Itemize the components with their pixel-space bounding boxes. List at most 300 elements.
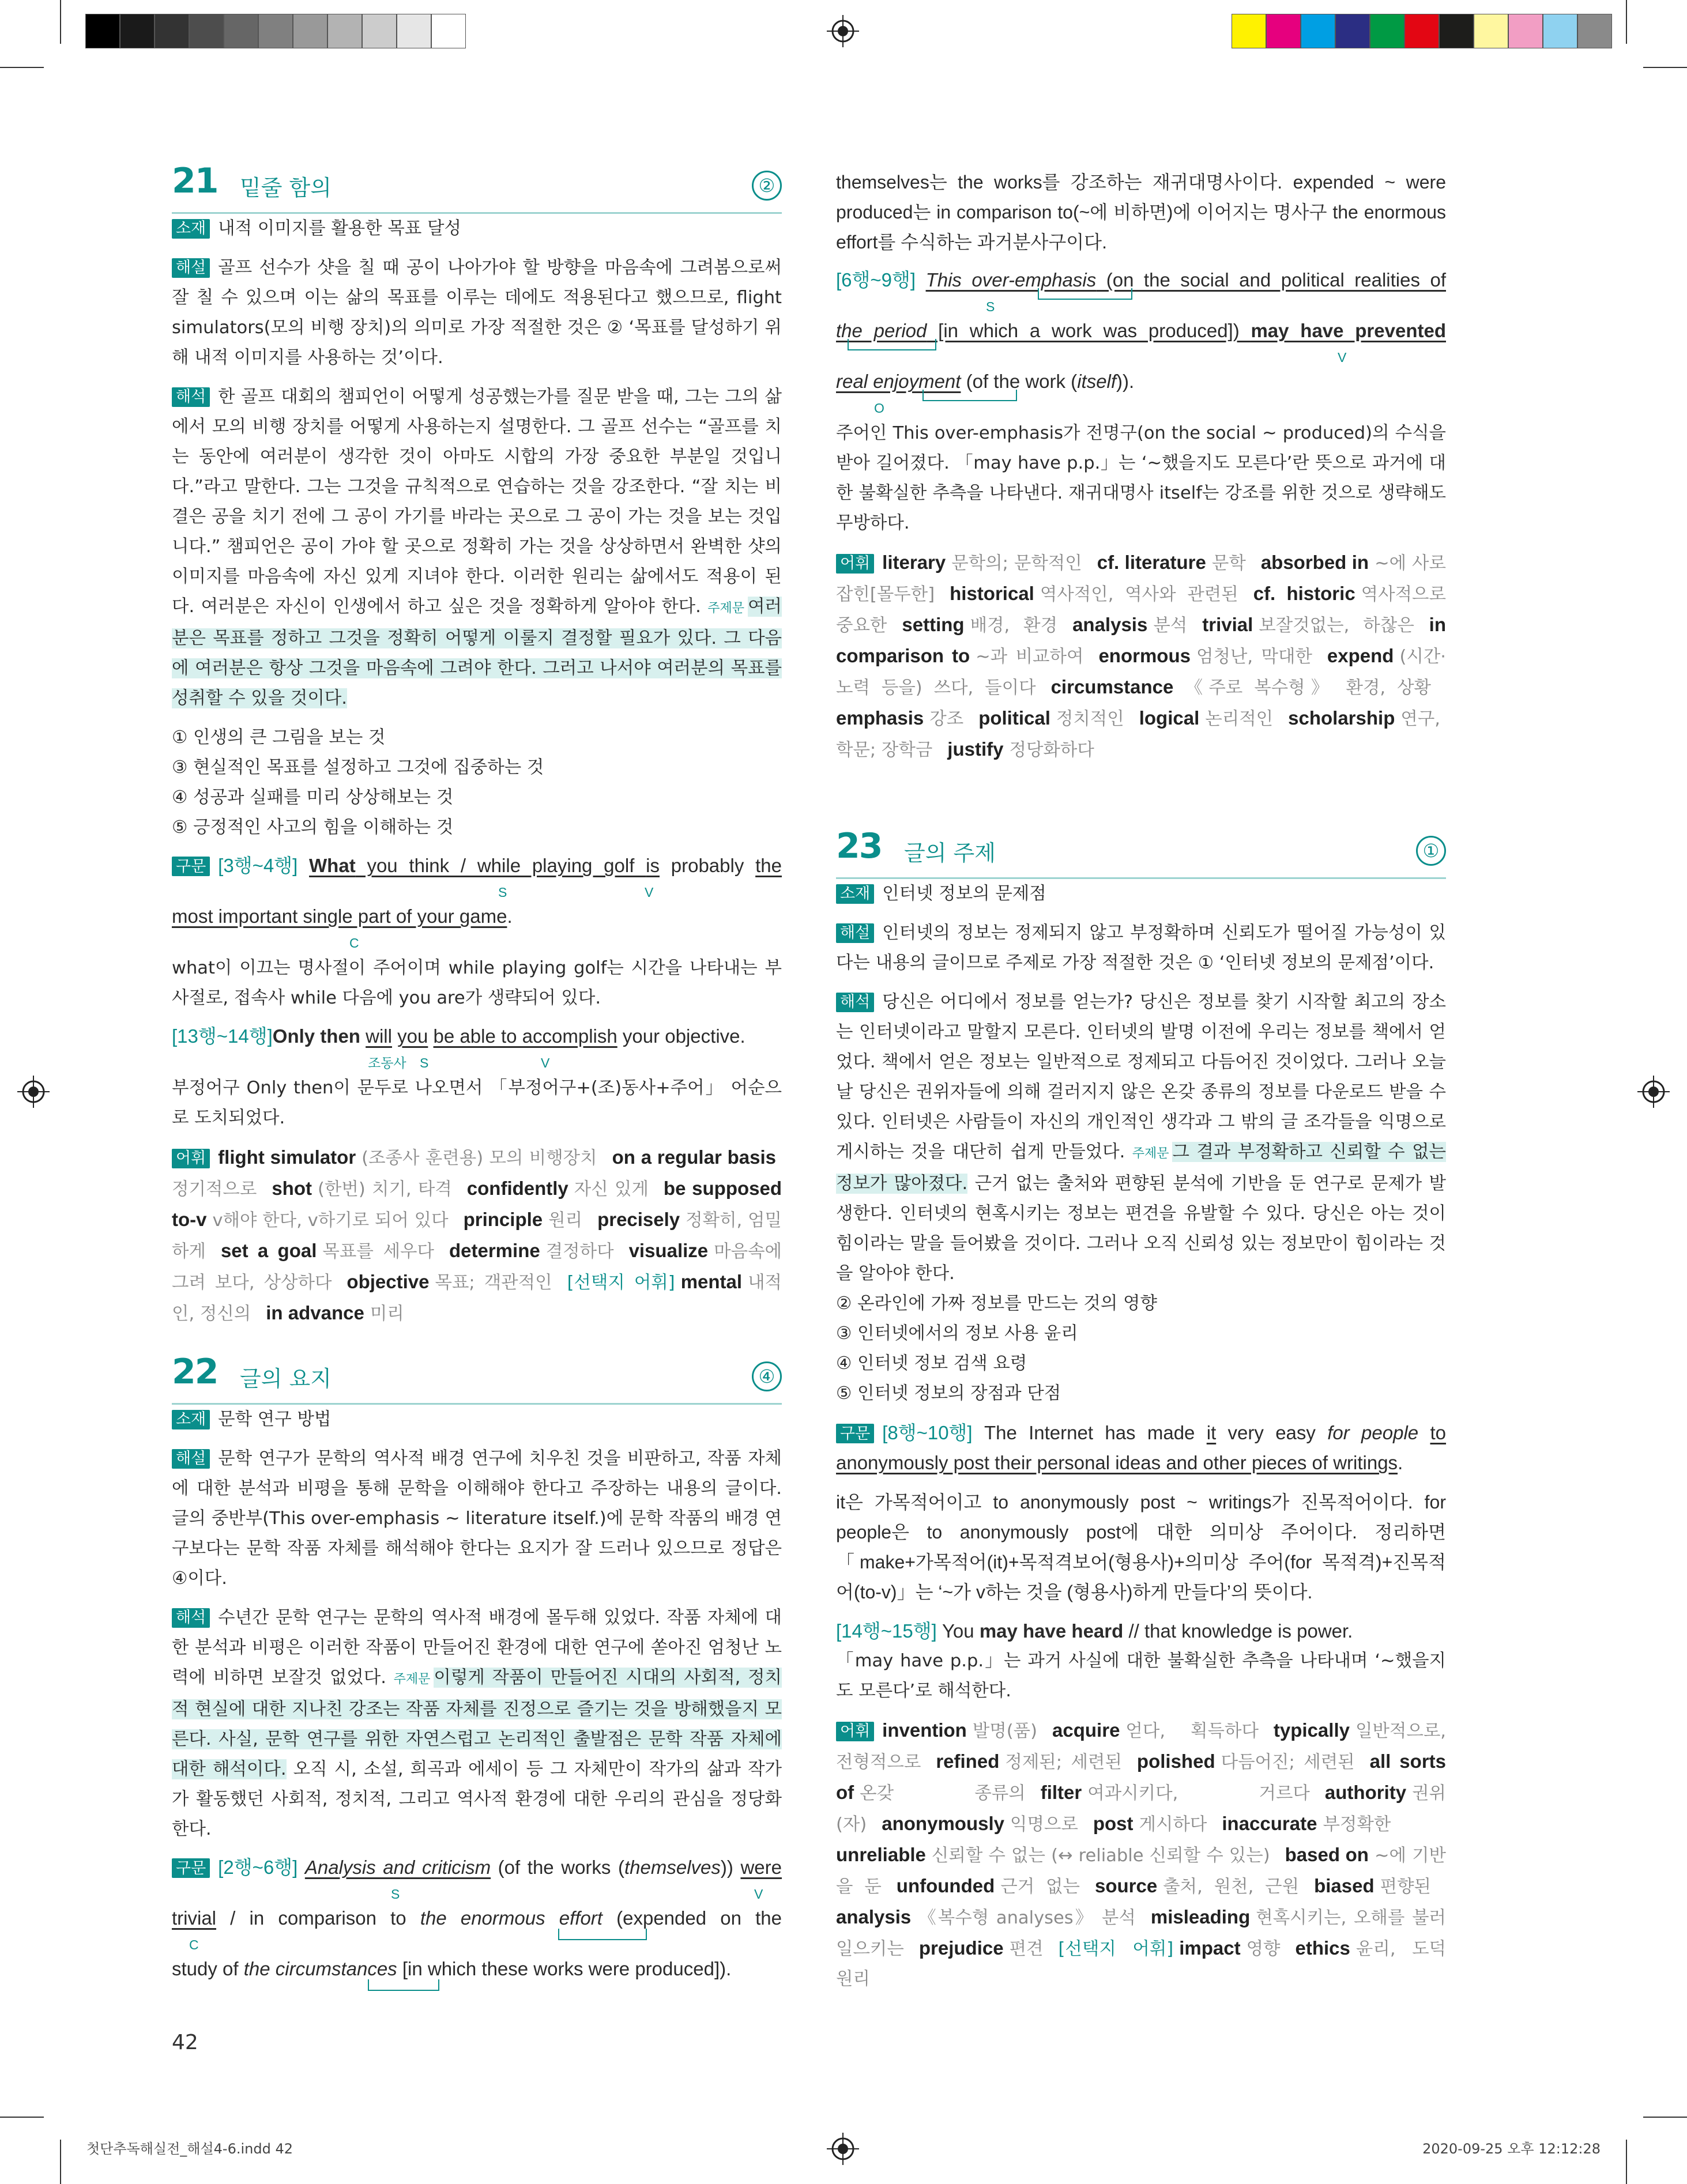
grammar-marks xyxy=(836,294,1446,317)
vocab-word: historical xyxy=(950,583,1034,604)
vocab-meaning: 목표; 객관적인 xyxy=(435,1273,552,1293)
grammar-note xyxy=(172,1854,782,2006)
option-item: ② 온라인에 가짜 정보를 만드는 것의 영향 xyxy=(836,1293,1157,1314)
vocab-word: in comparison to xyxy=(836,614,1446,666)
vocab-word: objective xyxy=(347,1271,430,1292)
line-ref: [14행~15행] xyxy=(836,1620,937,1642)
vocab-meaning: ~과 비교하여 xyxy=(976,647,1084,667)
section-22 xyxy=(172,1352,782,2006)
section-23 xyxy=(836,826,1447,2004)
modifier-bracket xyxy=(558,1929,647,1940)
vocab-word: scholarship xyxy=(1288,707,1395,729)
vocab-item xyxy=(1314,1877,1446,1897)
grammar-marks xyxy=(172,930,782,953)
modifier-bracket xyxy=(922,390,1017,401)
vocab-meaning: 편향된 xyxy=(1380,1877,1432,1897)
mark-c: C xyxy=(189,1937,199,1952)
translation-tag: 해석 xyxy=(172,387,210,407)
topic-sentence-mark: 주제문 xyxy=(1132,1146,1169,1161)
line-ref: [8행~10행] xyxy=(882,1422,973,1443)
sense-subject: for people xyxy=(1327,1422,1419,1443)
question-number: 23 xyxy=(836,826,882,866)
vocab-meaning: 익명으로 xyxy=(1010,1815,1078,1835)
topic-row xyxy=(172,214,782,244)
vocab-meaning: 배경, 환경 xyxy=(970,616,1058,636)
vocab-word: visualize xyxy=(628,1240,709,1261)
vocab-meaning: 게시하다 xyxy=(1139,1815,1207,1835)
grammar-text: very easy xyxy=(1216,1422,1328,1443)
explanation-text: 골프 선수가 샷을 칠 때 공이 나아가야 할 방향을 마음속에 그려봄으로써 잘 칠 수 있으며 이는 삶의 목표를 이루는 데에도 적용된다고 했으므로, flight simulators(모의 비행 장치)의 의미로 가장 적절한 것은 ② ‘목표를 달성하기 위해 내적 이미지를 사용하는 것’이다. xyxy=(172,258,782,368)
mark-s: S xyxy=(391,1887,400,1902)
vocab-item xyxy=(1052,1721,1274,1741)
subject-rest: you think / while playing golf xyxy=(355,855,646,876)
vocab-meaning: 목표를 세우다 xyxy=(322,1242,434,1262)
vocab-word: expend xyxy=(1327,645,1394,666)
grammar-text: [in which these works were produced]). xyxy=(397,1958,732,1979)
grammar-text: (of the works ( xyxy=(491,1857,624,1878)
mark-v: V xyxy=(754,1887,763,1902)
vocab-word: refined xyxy=(936,1751,1000,1772)
grammar-text: (on the social and political realities of xyxy=(1096,269,1446,291)
option-item: ④ 인터넷 정보 검색 요령 xyxy=(836,1353,1027,1374)
translation xyxy=(836,987,1446,1289)
vocab-word: typically xyxy=(1273,1719,1350,1741)
aux-word: will xyxy=(366,1025,392,1047)
real-object: to anonymously post their personal ideas and other pieces of writings xyxy=(836,1422,1447,1473)
vocab-word: logical xyxy=(1139,707,1200,729)
dummy-object: it xyxy=(1206,1422,1217,1443)
vocab-word: authority xyxy=(1324,1782,1407,1803)
vocab-meaning: 윤리, 도덕 원리 xyxy=(836,1939,1446,1989)
vocab-word: impact xyxy=(1179,1937,1241,1959)
vocab-item xyxy=(882,1721,1052,1741)
vocab-word: unfounded xyxy=(896,1875,995,1896)
vocab-word: on a regular basis xyxy=(612,1146,776,1168)
vocab-meaning: 현혹시키는, 오해를 불러일으키는 xyxy=(836,1908,1446,1959)
vocab-item xyxy=(1137,1752,1370,1772)
translation-text: 한 골프 대회의 챔피언이 어떻게 성공했는가를 질문 받을 때, 그는 그의 삶에서 모의 비행 장치를 어떻게 사용하는지 설명한다. 그 골프 선수는 “골프를 치는 동안에 여러분이 생각한 것이 아마도 시합의 가장 중요한 부분일 것입니다.”라고 말한다. 그는 그것을 규칙적으로 연습하는 것을 강조한다. “잘 치는 비결은 공을 치기 전에 그 공이 가기를 바라는 곳으로 그 공이 가는 것을 보는 것입니다.” 챔피언은 공이 가야 할 곳으로 정확히 가는 것을 상상하면서 완벽한 샷의 이미지를 마음속에 자신 있게 지녀야 한다. 이러한 원리는 삶에서도 적용이 된다. 여러분은 자신이 인생에서 하고 싶은 것을 정확하게 알아야 한다. xyxy=(172,387,782,617)
explanation xyxy=(836,918,1446,978)
explanation xyxy=(172,253,782,373)
reflexive-pronoun: itself xyxy=(1077,371,1117,392)
vocab-word: unreliable xyxy=(836,1844,926,1865)
grammar-note: 구문 [8행~10행] The Internet has made it very easy for people to anonymously post their personal ideas and other pieces of writings. it은 가목적어이고 to anonymously post ~ writings가 진목적어이다. for people은 to anonymously post에 대한 의미상 주어이다. 정리하면 「make+가목적어(it)+목적격보어(형용사)+의미상 주어(for 목적격)+진목적어(to-v)」는 ‘~가 v하는 것을 (형용사)하게 만들다’의 뜻이다. xyxy=(836,1418,1446,1607)
vocab-item xyxy=(1139,709,1288,729)
vocab-tag: 어휘 xyxy=(836,1722,874,1741)
vocab-meaning: ~에 사로잡힌[몰두한] xyxy=(836,553,1446,605)
vocab-meaning: ~에 기반을 둔 xyxy=(836,1846,1447,1897)
topic-text: 문학 연구 방법 xyxy=(218,1409,332,1429)
mark-v: V xyxy=(645,885,654,900)
vocab-meaning: 분석 xyxy=(1153,616,1188,636)
vocab-meaning: 문학의; 문학적인 xyxy=(951,553,1082,574)
vocab-meaning: 보잘것없는, 하찮은 xyxy=(1259,616,1414,636)
vocab-item xyxy=(836,1846,1285,1866)
vocab-word: circumstance xyxy=(1050,676,1174,697)
vocab-meaning: 영향 xyxy=(1246,1939,1281,1959)
subject-word: you xyxy=(397,1025,428,1047)
vocab-meaning: 《주로 복수형》 환경, 상황 xyxy=(1179,678,1431,698)
reflexive-pronoun: themselves xyxy=(624,1857,721,1878)
modified-noun: the enormous effort xyxy=(420,1907,602,1929)
vocab-item xyxy=(950,584,1253,605)
vocab-meaning: 마음속에 그려 보다, 상상하다 xyxy=(172,1242,782,1293)
question-type: 밑줄 함의 xyxy=(240,175,332,201)
vocab-item xyxy=(1095,1877,1314,1897)
grammar-note xyxy=(172,852,782,1013)
vocab-item xyxy=(836,709,978,729)
vocab-meaning: 내적인, 정신의 xyxy=(172,1273,782,1324)
right-column xyxy=(836,167,1447,1989)
vocab-word: set a goal xyxy=(220,1240,317,1261)
option-item: ⑤ 인터넷 정보의 장점과 단점 xyxy=(836,1383,1061,1404)
vocab-item xyxy=(897,1877,1095,1897)
vocab-meaning: 권위(자) xyxy=(836,1783,1447,1835)
vocab-meaning: 정확히, 엄밀하게 xyxy=(172,1210,782,1262)
section-header xyxy=(172,161,782,214)
vocab-meaning: 엄청난, 막대한 xyxy=(1196,647,1312,667)
translation xyxy=(172,1603,782,1844)
grammar-marks xyxy=(172,1932,782,1955)
section-header xyxy=(172,1352,782,1405)
explanation xyxy=(172,1444,782,1594)
line-ref: [6행~9행] xyxy=(836,269,916,291)
grammar-text: (expended on the xyxy=(602,1907,782,1929)
explanation-tag: 해설 xyxy=(172,258,210,278)
question-number: 21 xyxy=(172,161,218,201)
translation-text: 오직 시, 소설, 희곡과 에세이 등 그 자체만이 작가의 삶과 작가가 활동했던 사회적, 정치적, 그리고 역사적 환경에 대한 우리의 관심을 정당화한다. xyxy=(172,1759,782,1839)
vocab-meaning: 논리적인 xyxy=(1205,709,1274,729)
topic-tag: 소재 xyxy=(172,1410,210,1429)
vocab-word: analysis xyxy=(1072,614,1148,635)
translation-tag: 해석 xyxy=(836,993,874,1012)
vocab-tag: 어휘 xyxy=(836,554,874,574)
vocab-word: emphasis xyxy=(836,707,924,729)
verb-word: is xyxy=(646,855,660,876)
subject-phrase: Analysis and criticism xyxy=(304,1857,491,1878)
option-item: ③ 현실적인 목표를 설정하고 그것에 집중하는 것 xyxy=(172,757,544,778)
grammar-text: your objective. xyxy=(617,1025,745,1047)
modifier-bracket xyxy=(1038,288,1132,300)
section-header xyxy=(836,826,1446,879)
vocab-item xyxy=(347,1273,567,1293)
grammar-text: // that knowledge is power. xyxy=(1123,1620,1353,1642)
translation xyxy=(172,382,782,714)
mark-s: S xyxy=(420,1055,429,1070)
subject-phrase: This over-emphasis xyxy=(925,269,1097,291)
vocab-item xyxy=(1202,616,1429,636)
vocab-meaning: 강조 xyxy=(929,709,964,729)
vocab-item xyxy=(936,1752,1137,1772)
vocab-item xyxy=(266,1304,419,1324)
topic-tag: 소재 xyxy=(836,884,874,904)
topic-sentence: 그 결과 부정확하고 신뢰할 수 없는 정보가 많아졌다. xyxy=(836,1142,1446,1194)
vocab-word: literary xyxy=(882,552,946,573)
vocab-item xyxy=(1097,553,1261,574)
vocab-meaning: 발명(품) xyxy=(972,1721,1038,1741)
vocab-meaning: 근거 없는 xyxy=(1000,1877,1080,1897)
vocab-meaning: 정당화하다 xyxy=(1009,740,1094,760)
vocab-meaning: 《복수형 analyses》 분석 xyxy=(917,1908,1136,1928)
vocab-word: justify xyxy=(947,738,1004,760)
vocab-word: enormous xyxy=(1098,645,1191,666)
left-column xyxy=(172,161,782,2054)
vocab-list xyxy=(836,548,1446,765)
grammar-text: The Internet has made xyxy=(984,1422,1207,1443)
vocab-word: acquire xyxy=(1052,1719,1120,1741)
registration-mark-icon xyxy=(827,15,859,47)
line-ref: [13행~14행] xyxy=(172,1025,273,1047)
object-phrase: real enjoyment xyxy=(836,371,961,392)
complement: trivial xyxy=(172,1907,217,1929)
vocab-meaning: (시간·노력 등을) 쓰다, 들이다 xyxy=(836,647,1446,698)
vocab-meaning: 신뢰할 수 없는 (↔ reliable 신뢰할 수 있는) xyxy=(931,1846,1270,1866)
vocab-item xyxy=(1093,1815,1222,1835)
vocab-word: source xyxy=(1094,1875,1158,1896)
grammar-marks xyxy=(172,1881,782,1904)
vocab-word: analysis xyxy=(836,1906,912,1927)
verb-phrase: may have heard xyxy=(979,1620,1124,1642)
registration-mark-icon xyxy=(827,2133,859,2165)
print-footer-file: 첫단추독해실전_해설4-6.indd 42 xyxy=(86,2141,293,2157)
vocab-item xyxy=(978,709,1139,729)
vocab-word: biased xyxy=(1314,1875,1375,1896)
vocab-meaning: v해야 한다, v하기로 되어 있다 xyxy=(212,1210,449,1231)
vocab-word: trivial xyxy=(1202,614,1253,635)
vocab-word: all sorts of xyxy=(836,1751,1447,1803)
grammar-marks xyxy=(836,395,1446,418)
option-item: ⑤ 긍정적인 사고의 힘을 이해하는 것 xyxy=(172,817,454,838)
vocab-word: absorbed in xyxy=(1260,552,1369,573)
vocab-item xyxy=(218,1148,612,1168)
explanation-text: 문학 연구가 문학의 역사적 배경 연구에 치우친 것을 비판하고, 작품 자체에 대한 분석과 비평을 통해 문학을 이해해야 한다고 주장하는 내용의 글이다. 글의 중반부(This over-emphasis ~ literature itself.)에 문학 작품의 배경 연구보다는 문학 작품 자체를 해석해야 한다는 요지가 잘 드러나 있으므로 정답은 ④이다. xyxy=(172,1449,782,1589)
grammar-text: / in comparison to xyxy=(216,1907,420,1929)
question-type: 글의 요지 xyxy=(240,1366,332,1391)
grammar-text xyxy=(428,1025,433,1047)
vocab-word: inaccurate xyxy=(1222,1813,1317,1834)
modifier-bracket xyxy=(848,339,936,350)
line-ref: [3행~4행] xyxy=(218,855,298,876)
topic-text: 내적 이미지를 활용한 목표 달성 xyxy=(218,218,461,239)
mark-v: V xyxy=(1338,350,1347,365)
verb-word: were xyxy=(740,1857,782,1878)
vocab-word: shot xyxy=(272,1178,312,1199)
print-footer-timestamp: 2020-09-25 오후 12:12:28 xyxy=(1422,2141,1601,2157)
vocab-meaning: 온갖 종류의 xyxy=(860,1783,1026,1804)
grammar-explanation: what이 이끄는 명사절이 주어이며 while playing golf는 시간을 나타내는 부사절로, 접속사 while 다음에 you are가 생략되어 있다. xyxy=(172,958,782,1008)
grammar-text: )). xyxy=(1116,371,1135,392)
grammar-text xyxy=(392,1025,397,1047)
answer-options xyxy=(836,1289,1446,1409)
vocab-meaning: 편견 xyxy=(1009,1939,1044,1959)
grammar-text: (of the work ( xyxy=(961,371,1078,392)
vocab-meaning: 다듬어진; 세련된 xyxy=(1221,1752,1355,1772)
grammar-tag: 구문 xyxy=(172,1858,210,1878)
translation-tag: 해석 xyxy=(172,1608,210,1628)
vocab-meaning: 일반적으로, 전형적으로 xyxy=(836,1721,1446,1772)
grammar-text: [in which a work was produced]) xyxy=(927,320,1251,341)
vocab-word: ethics xyxy=(1295,1937,1350,1959)
modifier-bracket xyxy=(368,1979,439,1991)
translation-text: 당신은 어디에서 정보를 얻는가? 당신은 정보를 찾기 시작할 최고의 장소는 인터넷이라고 말할지 모른다. 인터넷의 발명 이전에 우리는 정보를 책에서 얻었다. 책에서 얻은 정보는 일반적으로 정제되고 다듬어진 것이었다. 그러나 오늘날 당신은 권위자들에 의해 걸러지지 않은 온갖 종류의 정보를 다운로드 받을 수 있다. 인터넷은 사람들이 자신의 개인적인 생각과 그 밖의 글 조각들을 익명으로 게시하는 것을 대단히 쉽게 만들었다. xyxy=(836,992,1446,1162)
inverted-phrase: Only then xyxy=(272,1025,360,1047)
grammar-explanation: it은 가목적어이고 to anonymously post ~ writings가 진목적어이다. for people은 to anonymously post에 대한 의미상 주어이다. 정리하면 「make+가목적어(it)+목적격보어(형용사)+의미상 주어(for 목적격)+진목적어(to-v)」는 ‘~가 v하는 것을 (형용사)하게 만들다’의 뜻이다. xyxy=(836,1492,1446,1602)
vocab-item xyxy=(464,1210,597,1231)
vocab-item xyxy=(1072,616,1202,636)
grammar-text xyxy=(360,1025,366,1047)
vocab-item xyxy=(919,1939,1059,1959)
grammar-marks xyxy=(172,1983,782,2006)
vocab-word: cf. literature xyxy=(1097,552,1206,573)
vocab-item xyxy=(221,1242,449,1262)
grammar-marks xyxy=(836,345,1446,368)
grammar-marks xyxy=(172,880,782,903)
grammar-text: study of xyxy=(172,1958,244,1979)
vocab-word: flight simulator xyxy=(218,1146,356,1168)
complement: most important single part of your game xyxy=(172,906,507,927)
line-ref: [2행~6행] xyxy=(218,1857,298,1878)
question-number: 22 xyxy=(172,1352,218,1392)
explanation-tag: 해설 xyxy=(836,923,874,943)
option-item: ④ 성공과 실패를 미리 상상해보는 것 xyxy=(172,787,454,808)
vocab-item xyxy=(1222,1815,1406,1835)
answer-options xyxy=(172,723,782,843)
vocab-meaning: 부정확한 xyxy=(1323,1815,1391,1835)
topic-text: 인터넷 정보의 문제점 xyxy=(882,884,1046,904)
vocab-word: principle xyxy=(463,1209,543,1230)
mark-v: V xyxy=(541,1055,550,1070)
translation-text: 근거 없는 출처와 편향된 분석에 기반을 둔 연구로 문제가 발생한다. 인터넷의 현혹시키는 정보는 편견을 유발할 수 있다. 당신은 아는 것이 힘이라는 말을 들어봤을 것이다. 그러나 오직 신뢰성 있는 정보만이 힘이라는 것을 알아야 한다. xyxy=(836,1174,1446,1284)
grammar-tag: 구문 xyxy=(172,857,210,876)
vocab-word: determine xyxy=(449,1240,540,1261)
vocab-word: invention xyxy=(882,1719,967,1741)
vocab-item xyxy=(1051,678,1446,698)
grammar-text: You xyxy=(942,1620,980,1642)
vocab-item xyxy=(272,1179,466,1199)
registration-mark-icon xyxy=(1637,1076,1670,1108)
complement-start: the xyxy=(755,855,782,876)
mark-s: S xyxy=(986,299,995,314)
grammar-tag: 구문 xyxy=(836,1424,874,1443)
answer-badge: ④ xyxy=(752,1361,782,1391)
vocab-word: confidently xyxy=(466,1178,568,1199)
grammar-explanation: 부정어구 Only then이 문두로 나오면서 「부정어구+(조)동사+주어」 어순으로 도치되었다. xyxy=(172,1078,782,1128)
grammar-note xyxy=(836,1616,1446,1706)
vocab-list xyxy=(836,1715,1446,1994)
vocab-list xyxy=(172,1142,782,1329)
vocab-meaning: 자신 있게 xyxy=(574,1179,649,1199)
grammar-text: . xyxy=(507,906,513,927)
mark-s: S xyxy=(498,885,507,900)
vocab-item xyxy=(449,1242,629,1262)
vocab-meaning: (한번) 치기, 타격 xyxy=(318,1179,452,1199)
vocab-word: anonymously xyxy=(882,1813,1004,1834)
vocab-word: setting xyxy=(902,614,965,635)
topic-sentence-mark: 주제문 xyxy=(393,1672,431,1687)
vocab-tag: 어휘 xyxy=(172,1149,210,1168)
vocab-meaning: 출처, 원천, 근원 xyxy=(1163,1877,1300,1897)
page-number: 42 xyxy=(172,2031,198,2054)
grammar-explanation: 「may have p.p.」는 과거 사실에 대한 불확실한 추측을 나타내며 ‘~했을지도 모른다’로 해석한다. xyxy=(836,1651,1446,1701)
subject-word: What xyxy=(309,855,356,876)
grammar-note xyxy=(836,266,1446,538)
vocab-meaning: 정치적인 xyxy=(1056,709,1124,729)
translation-text: 수년간 문학 연구는 문학의 역사적 배경에 몰두해 있었다. 작품 자체에 대한 분석과 비평은 이러한 작품이 만들어진 환경에 대한 연구에 쏟아진 엄청난 노력에 비하면 보잘것 없었다. xyxy=(172,1608,782,1688)
vocab-word: be supposed to-v xyxy=(172,1178,782,1230)
verb-phrase: may have prevented xyxy=(1251,320,1446,341)
vocab-item xyxy=(882,1815,1093,1835)
topic-tag: 소재 xyxy=(172,219,210,239)
topic-sentence-mark: 주제문 xyxy=(707,601,745,616)
section-21 xyxy=(172,161,782,1329)
grammar-explanation: themselves는 the works를 강조하는 재귀대명사이다. expended ~ were produced는 in comparison to(~에 비하면)에 이어지는 명사구 the enormous effort를 수식하는 과거분사구이다. xyxy=(836,172,1446,252)
grammar-note xyxy=(172,1023,782,1133)
modified-noun: the period xyxy=(836,320,927,341)
mark-aux: 조동사 xyxy=(368,1055,406,1070)
vocab-meaning: 여과시키다, 거르다 xyxy=(1087,1783,1310,1804)
vocab-meaning: 미리 xyxy=(370,1304,404,1324)
vocab-item xyxy=(1041,1783,1325,1804)
vocab-word: cf. historic xyxy=(1253,583,1355,604)
vocab-item xyxy=(1179,1939,1295,1959)
option-item: ③ 인터넷에서의 정보 사용 윤리 xyxy=(836,1323,1078,1344)
topic-sentence: 여러분은 목표를 정하고 그것을 정확히 어떻게 이룰지 결정할 필요가 있다. 그 다음에 여러분은 항상 그것을 마음속에 그려야 한다. 그러고 나서야 여러분의 목표를 성취할 수 있을 것이다. xyxy=(172,597,782,708)
mark-c: C xyxy=(349,936,359,950)
option-item: ① 인생의 큰 그림을 보는 것 xyxy=(172,727,386,748)
vocab-word: precisely xyxy=(597,1209,680,1230)
vocab-word: post xyxy=(1093,1813,1134,1834)
vocab-meaning: 정제된; 세련된 xyxy=(1005,1752,1122,1772)
option-vocab-label: [선택지 어휘] xyxy=(1058,1939,1174,1959)
mark-o: O xyxy=(874,401,884,416)
vocab-word: filter xyxy=(1040,1782,1082,1803)
vocab-item xyxy=(882,553,1097,574)
vocab-word: mental xyxy=(680,1271,743,1292)
vocab-meaning: 정기적으로 xyxy=(172,1179,257,1199)
registration-mark-icon xyxy=(17,1076,50,1108)
vocab-word: misleading xyxy=(1150,1906,1251,1927)
vocab-meaning: 문학 xyxy=(1211,553,1246,574)
modified-noun: the circumstances xyxy=(243,1958,397,1979)
vocab-meaning: 얻다, 획득하다 xyxy=(1125,1721,1259,1741)
topic-row xyxy=(172,1405,782,1435)
vocab-meaning: 결정하다 xyxy=(545,1242,614,1262)
vocab-word: prejudice xyxy=(918,1937,1004,1959)
vocab-item xyxy=(836,1908,1151,1928)
vocab-meaning: 역사적으로 중요한 xyxy=(836,584,1446,636)
explanation-tag: 해설 xyxy=(172,1449,210,1469)
vocab-item xyxy=(947,740,1109,760)
verb-phrase: be able to accomplish xyxy=(433,1025,617,1047)
grammar-marks xyxy=(172,1050,782,1073)
grammar-explanation: 주어인 This over-emphasis가 전명구(on the social ~ produced)의 수식을 받아 길어졌다. 「may have p.p.」는 ‘~했을지도 모른다’란 뜻으로 과거에 대한 불확실한 추측을 나타낸다. 재귀대명사 itself는 강조를 위한 것으로 생략해도 무방하다. xyxy=(836,423,1446,533)
topic-sentence: 이렇게 작품이 만들어진 시대의 사회적, 정치적 현실에 대한 지나친 강조는 작품 자체를 진정으로 즐기는 것을 방해했을지 모른다. 사실, 문학 연구를 위한 자연스럽고 논리적인 출발점은 문학 작품 자체에 대한 해석이다. xyxy=(172,1668,782,1779)
vocab-word: political xyxy=(978,707,1050,729)
grammar-text: )) xyxy=(720,1857,741,1878)
grammar-text: probably xyxy=(659,855,756,876)
vocab-word: polished xyxy=(1136,1751,1215,1772)
vocab-item xyxy=(467,1179,664,1199)
vocab-word: based on xyxy=(1285,1844,1369,1865)
vocab-meaning: 역사적인, 역사와 관련된 xyxy=(1040,584,1238,605)
answer-badge: ② xyxy=(752,171,782,201)
question-type: 글의 주제 xyxy=(904,840,996,866)
explanation-text: 인터넷의 정보는 정제되지 않고 부정확하며 신뢰도가 떨어질 가능성이 있다는 내용의 글이므로 주제로 가장 적절한 것은 ① ‘인터넷 정보의 문제점’이다. xyxy=(836,923,1446,973)
vocab-word: in advance xyxy=(266,1302,364,1323)
answer-badge: ① xyxy=(1416,836,1446,866)
vocab-meaning: 원리 xyxy=(548,1210,583,1231)
topic-row xyxy=(836,879,1446,909)
